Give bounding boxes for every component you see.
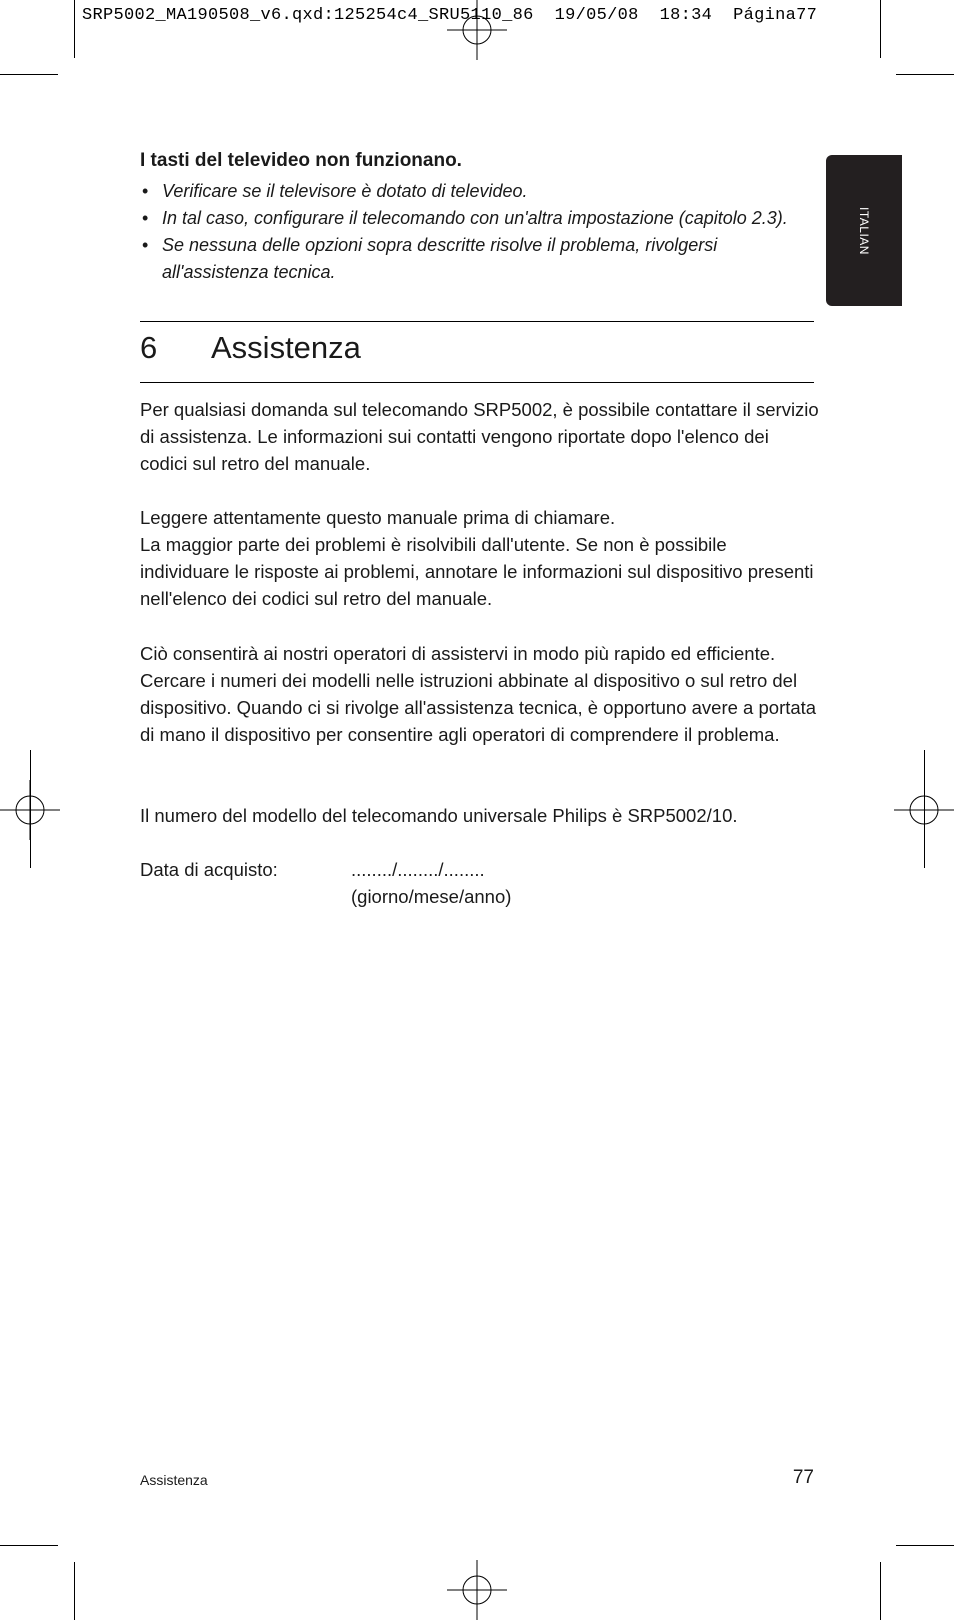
paragraph-user-solvable: La maggior parte dei problemi è risolvibili dall'utente. Se non è possibile individuare le risposte ai problemi, annotare le informazioni sul dispositivo presenti nell'elenco dei codici sul retro del manuale.: [140, 534, 814, 609]
crop-mark-bottom-left-horizontal: [0, 1545, 58, 1546]
registration-mark-top-icon: [447, 0, 507, 60]
troubleshooting-list: [140, 178, 814, 286]
crop-mark-top-right-horizontal: [896, 74, 954, 75]
language-tab: [826, 155, 902, 306]
crop-mark-bottom-left-vertical: [74, 1562, 75, 1620]
paragraph-contact: Per qualsiasi domanda sul telecomando SRP5002, è possibile contattare il servizio di assistenza. Le informazioni sui contatti vengono riportate dopo l'elenco dei codici sul retro del manuale.: [140, 399, 819, 474]
paragraph-model-number: Il numero del modello del telecomando universale Philips è SRP5002/10.: [140, 805, 738, 826]
purchase-date-field: ......../......../........: [351, 859, 485, 880]
list-item: • Se nessuna delle opzioni sopra descritte risolve il problema, rivolgersi all'assistenza tecnica.: [140, 232, 814, 286]
footer-section-name: Assistenza: [140, 1472, 208, 1488]
section-rule-bottom: [140, 382, 814, 383]
crop-mark-bottom-right-vertical: [880, 1562, 881, 1620]
troubleshooting-heading: I tasti del televideo non funzionano.: [140, 150, 462, 171]
purchase-date-format-hint: (giorno/mese/anno): [351, 886, 512, 907]
registration-line-right: [924, 750, 925, 868]
section-rule-top: [140, 321, 814, 322]
language-tab-label: ITALIAN: [857, 206, 871, 255]
list-item: • Verificare se il televisore è dotato di televideo.: [140, 178, 814, 205]
crop-mark-top-left-horizontal: [0, 74, 58, 75]
purchase-date-label: Data di acquisto:: [140, 859, 278, 880]
registration-line-left: [30, 750, 31, 868]
print-header-slug: SRP5002_MA190508_v6.qxd:125254c4_SRU5110_86 19/05/08 18:34 Página77: [82, 6, 818, 25]
crop-mark-bottom-right-horizontal: [896, 1545, 954, 1546]
section-title: Assistenza: [211, 330, 361, 365]
paragraph-operators: Ciò consentirà ai nostri operatori di assistervi in modo più rapido ed efficiente. Cercare i numeri dei modelli nelle istruzioni abbinate al dispositivo o sul retro del dispositivo. Quando ci si rivolge all'assistenza tecnica, è opportuno avere a portata di mano il dispositivo per consentire agli operatori di comprendere il problema.: [140, 643, 817, 745]
list-item: • In tal caso, configurare il telecomando con un'altra impostazione (capitolo 2.3).: [140, 205, 814, 232]
section-number: 6: [140, 330, 158, 365]
page-number: 77: [792, 1467, 814, 1488]
crop-mark-top-right-vertical: [880, 0, 881, 58]
crop-mark-top-left-vertical: [74, 0, 75, 58]
registration-mark-bottom-icon: [447, 1560, 507, 1620]
paragraph-read-manual: Leggere attentamente questo manuale prima di chiamare.: [140, 507, 616, 528]
